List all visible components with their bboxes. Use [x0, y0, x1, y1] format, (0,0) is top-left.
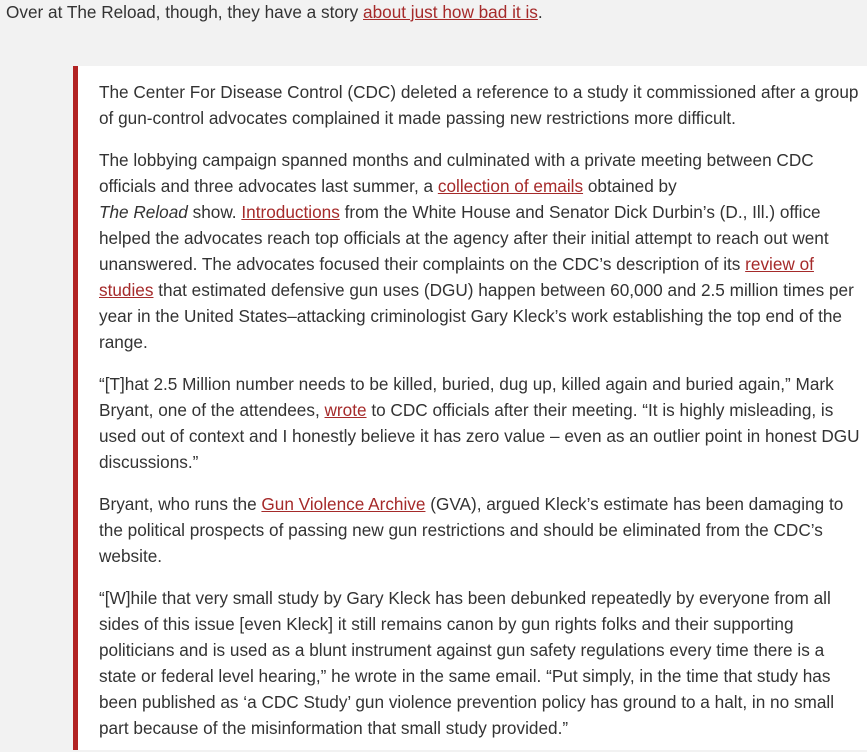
- p4-text-2: (GVA), argued Kleck’s estimate has been damaging to the political prospects of passing new gun restrictions and should be eliminated from the CDC’s website.: [99, 494, 844, 566]
- gun-violence-archive-link[interactable]: Gun Violence Archive: [261, 494, 426, 514]
- about-how-bad-link[interactable]: about just how bad it is: [363, 2, 538, 22]
- p2-text-2: obtained by: [583, 176, 677, 196]
- intro-paragraph: [6, 1, 543, 24]
- the-reload-emphasis: The Reload: [99, 202, 188, 222]
- p4-text-1: Bryant, who runs the: [99, 494, 262, 514]
- introductions-link[interactable]: Introductions: [241, 202, 340, 222]
- p2-text-4: from the White House and Senator Dick Durbin’s (D., Ill.) office helped the advocates reach top officials at the agency after their initial attempt to reach out went unanswered. The advocates focused their complaints on the CDC’s description of its: [99, 202, 829, 274]
- p2-text-1: The lobbying campaign spanned months and culminated with a private meeting between CDC officials and three advocates last summer, a: [99, 150, 814, 196]
- p2-text-5: that estimated defensive gun uses (DGU) happen between 60,000 and 2.5 million times per year in the United States–attacking criminologist Gary Kleck’s work establishing the top end of the range.: [99, 280, 854, 352]
- quote-paragraph-5: “[W]hile that very small study by Gary Kleck has been debunked repeatedly by everyone from all sides of this issue [even Kleck] it still remains canon by gun rights folks and their supporting politicians and is used as a blunt instrument against gun safety regulations every time there is a state or federal level hearing,” he wrote in the same email. “Put simply, in the time that study has been published as ‘a CDC Study’ gun violence prevention policy has ground to a halt, in no small part because of the misinformation that small study provided.”: [99, 588, 835, 738]
- p2-text-3: show.: [187, 202, 242, 222]
- wrote-link[interactable]: wrote: [324, 400, 367, 420]
- intro-text: Over at The Reload, though, they have a story: [6, 2, 364, 22]
- p3-text-2: to CDC officials after their meeting. “It is highly misleading, is used out of context and I honestly believe it has zero value – even as an outlier point in honest DGU discussions.”: [99, 400, 860, 472]
- quote-paragraph-2: [99, 147, 865, 355]
- article-blockquote: [73, 66, 867, 750]
- collection-of-emails-link[interactable]: collection of emails: [437, 176, 584, 196]
- review-of-studies-link[interactable]: review of studies: [99, 254, 814, 300]
- p3-text-1: “[T]hat 2.5 Million number needs to be killed, buried, dug up, killed again and buried again,” Mark Bryant, one of the attendees,: [99, 374, 834, 420]
- quote-paragraph-4: [99, 491, 865, 569]
- intro-period: .: [537, 2, 543, 22]
- quote-paragraph-3: [99, 371, 865, 475]
- quote-paragraph-1: The Center For Disease Control (CDC) deleted a reference to a study it commissioned after a group of gun-control advocates complained it made passing new restrictions more difficult.: [99, 82, 859, 128]
